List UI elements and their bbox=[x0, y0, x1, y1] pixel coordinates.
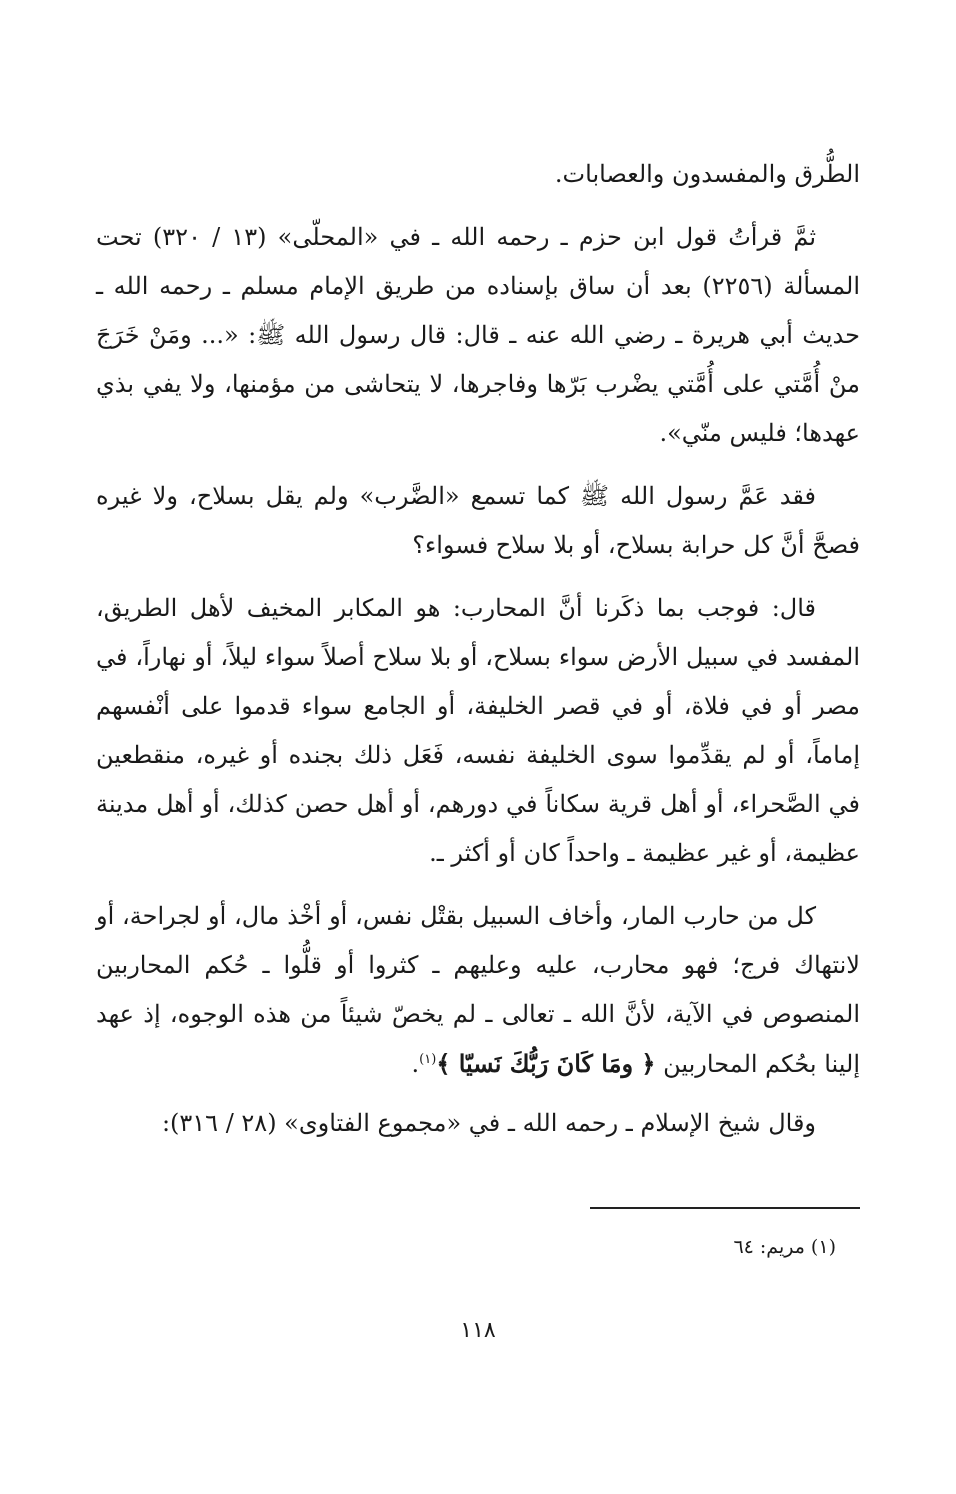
paragraph-muharib-ruling bbox=[96, 892, 860, 1089]
paragraph-ibn-hazm: ثمَّ قرأتُ قول ابن حزم ـ رحمه الله ـ في «المحلّى» (١٣ / ٣٢٠) تحت المسألة (٢٢٥٦) بعد أن ساق بإسناده من طريق الإمام مسلم ـ رحمه الله ـ حديث أبي هريرة ـ رضي الله عنه ـ قال: قال رسول الله ﷺ: «... ومَنْ خَرَجَ منْ أُمَّتي على أُمَّتي يضْرب بَرّها وفاجرها، لا يتحاشى من مؤمنها، ولا يفي بذي عهدها؛ فليس منّي». bbox=[96, 223, 860, 447]
quran-verse: ﴿ ومَا كَانَ رَبُّكَ نَسيّا ﴾ bbox=[436, 1049, 656, 1078]
ruling-text: كل من حارب المار، وأخاف السبيل بقتْل نفس، أو أخْذ مال، أو لجراحة، أو لانتهاك فرج؛ فهو محارب، عليه وعليهم ـ كثروا أو قلُّوا ـ حُكم المحاربين المنصوص في الآية، لأنَّ الله ـ تعالى ـ لم يخصّ شيئاً من هذه الوجوه، إذ عهد إلينا بحُكم المحاربين bbox=[96, 902, 860, 1078]
paragraph-muharib-definition: قال: فوجب بما ذكَرنا أنَّ المحارب: هو المكابر المخيف لأهل الطريق، المفسد في سبيل الأرض سواء بسلاح، أو بلا سلاح أصلاً سواء ليلاً، أو نهاراً، في مصر أو في فلاة، أو في قصر الخليفة، أو الجامع سواء قدموا على أنْفسهم إماماً، أو لم يقدِّموا سوى الخليفة نفسه، فَعَل ذلك بجنده أو غيره، منقطعين في الصَّحراء، أو أهل قرية سكاناً في دورهم، أو أهل حصن كذلك، أو أهل مدينة عظيمة، أو غير عظيمة ـ واحداً كان أو أكثر ـ. bbox=[96, 594, 861, 867]
footnote-separator bbox=[590, 1207, 860, 1209]
main-text bbox=[96, 150, 860, 1148]
page-number: ١١٨ bbox=[460, 1318, 496, 1343]
footnote-marker: (١) bbox=[419, 1052, 437, 1067]
footnote: (١) مريم: ٦٤ bbox=[733, 1236, 836, 1258]
intro-line: الطُّرق والمفسدون والعصابات. bbox=[554, 160, 860, 188]
final-line: وقال شيخ الإسلام ـ رحمه الله ـ في «مجموع الفتاوى» (٢٨ / ٣١٦): bbox=[161, 1109, 816, 1137]
closing-punctuation: . bbox=[411, 1050, 420, 1078]
paragraph-generalization: فقد عَمَّ رسول الله ﷺ كما تسمع «الضَّرب» ولم يقل بسلاح، ولا غيره فصحَّ أنَّ كل حرابة بسلاح، أو بلا سلاح فسواء؟ bbox=[96, 482, 860, 559]
